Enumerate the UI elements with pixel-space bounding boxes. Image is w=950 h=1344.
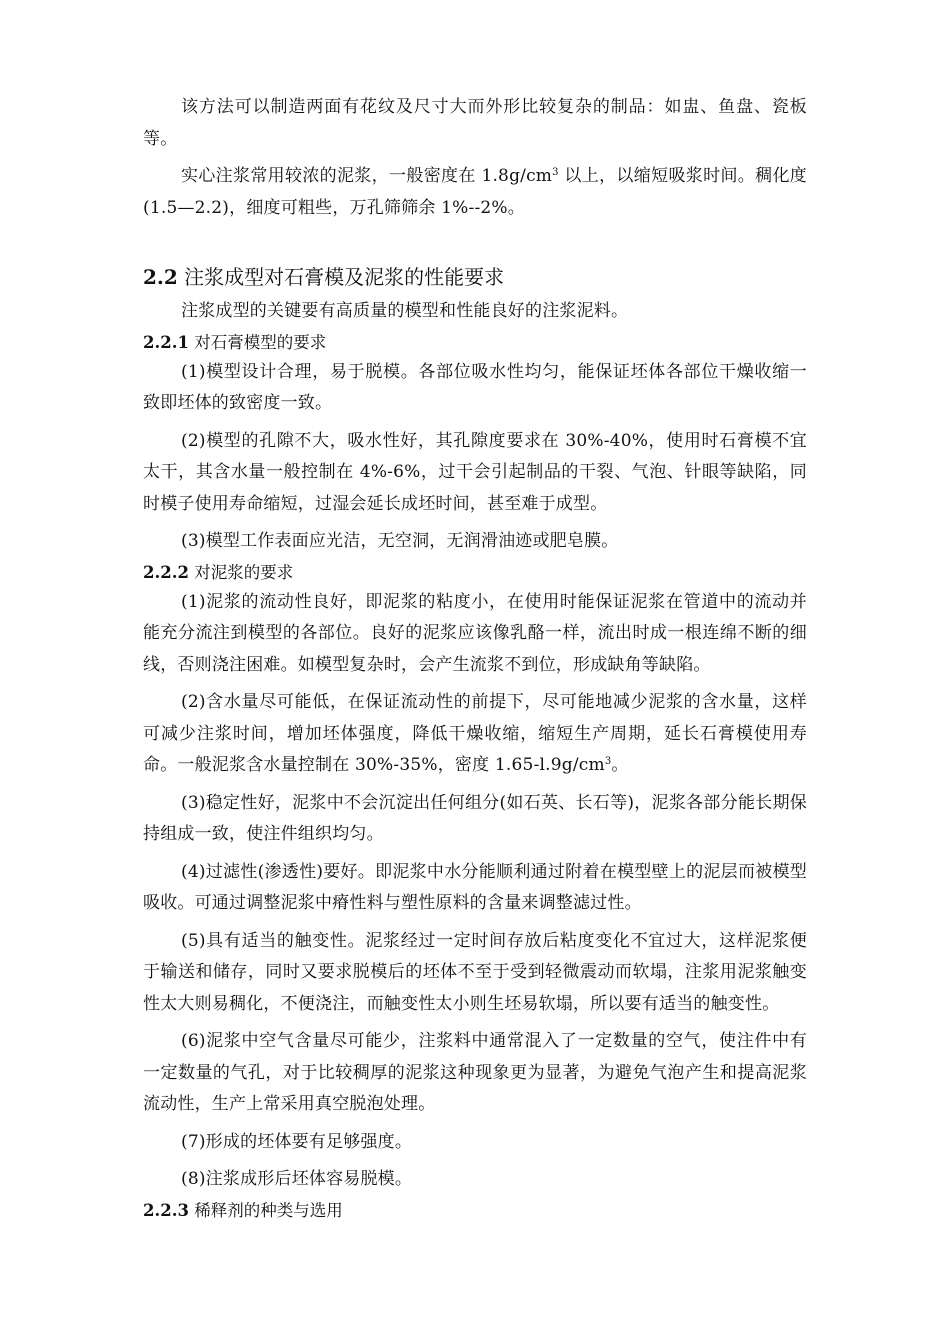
slurry-requirement-4: (4)过滤性(渗透性)要好。即泥浆中水分能顺利通过附着在模型壁上的泥层而被模型吸收。可通过调整泥浆中瘠性料与塑性原料的含量来调整滤过性。 xyxy=(143,861,807,913)
document-body xyxy=(143,92,807,1225)
slurry-requirement-3: (3)稳定性好，泥浆中不会沉淀出任何组分(如石英、长石等)，泥浆各部分能长期保持组成一致，使注件组织均匀。 xyxy=(143,792,807,844)
mold-requirement-2: (2)模型的孔隙不大，吸水性好，其孔隙度要求在 30%-40%，使用时石膏模不宜太干，其含水量一般控制在 4%-6%，过干会引起制品的干裂、气泡、针眼等缺陷，同时模子使用寿命缩短，过湿会延长成坯时间，甚至难于成型。 xyxy=(143,430,807,514)
subsection-number: 2.2.3 xyxy=(143,1200,189,1220)
intro-p2-superscript: 3 xyxy=(552,167,559,178)
slurry-req-2-text-pre: (2)含水量尽可能低，在保证流动性的前提下，尽可能地减少泥浆的含水量，这样可减少注浆时间，增加坯体强度，降低干燥收缩，缩短生产周期，延长石膏模使用寿命。一般泥浆含水量控制在 30%-35%，密度 1.65-l.9g/cm xyxy=(143,692,807,775)
subsection-title: 稀释剂的种类与选用 xyxy=(194,1200,343,1220)
section-2-2-intro: 注浆成型的关键要有高质量的模型和性能良好的注浆泥料。 xyxy=(181,301,629,321)
slurry-req-2-text-post: 。 xyxy=(611,755,629,775)
subsection-heading-2-2-3 xyxy=(143,1196,807,1225)
section-heading-2-2 xyxy=(143,258,807,296)
slurry-requirement-8: (8)注浆成形后坯体容易脱模。 xyxy=(181,1169,413,1189)
slurry-requirement-5: (5)具有适当的触变性。泥浆经过一定时间存放后粘度变化不宜过大，这样泥浆便于输送和储存，同时又要求脱模后的坯体不至于受到轻微震动而软塌，注浆用泥浆触变性太大则易稠化，不便浇注，而触变性太小则生坯易软塌，所以要有适当的触变性。 xyxy=(143,930,807,1014)
section-title: 注浆成型对石膏模及泥浆的性能要求 xyxy=(184,265,505,289)
mold-requirement-3: (3)模型工作表面应光洁，无空洞，无润滑油迹或肥皂膜。 xyxy=(181,531,619,551)
intro-paragraph-1: 该方法可以制造两面有花纹及尺寸大而外形比较复杂的制品：如盅、鱼盘、瓷板等。 xyxy=(143,97,807,149)
slurry-req-2-superscript: 3 xyxy=(604,756,612,767)
subsection-title: 对石膏模型的要求 xyxy=(194,332,327,352)
section-number: 2.2 xyxy=(143,265,178,289)
intro-p2-text-pre: 实心注浆常用较浓的泥浆，一般密度在 1.8g/cm xyxy=(181,166,553,186)
slurry-requirement-2 xyxy=(143,687,807,782)
subsection-heading-2-2-1 xyxy=(143,328,807,357)
subsection-title: 对泥浆的要求 xyxy=(194,562,294,582)
subsection-number: 2.2.2 xyxy=(143,562,189,582)
slurry-requirement-6: (6)泥浆中空气含量尽可能少，注浆料中通常混入了一定数量的空气，使注件中有一定数量的气孔，对于比较稠厚的泥浆这种现象更为显著，为避免气泡产生和提高泥浆流动性，生产上常采用真空脱泡处理。 xyxy=(143,1031,807,1114)
mold-requirement-1: (1)模型设计合理，易于脱模。各部位吸水性均匀，能保证坯体各部位干燥收缩一致即坯体的致密度一致。 xyxy=(143,361,807,413)
slurry-requirement-7: (7)形成的坯体要有足够强度。 xyxy=(181,1131,413,1152)
intro-p2-text-post: 以上，以缩短吸浆时间。稠化度(1.5—2.2)，细度可粗些，万孔筛筛余 1%--2%。 xyxy=(143,166,807,218)
subsection-number: 2.2.1 xyxy=(143,332,189,352)
subsection-heading-2-2-2 xyxy=(143,558,807,587)
slurry-requirement-1: (1)泥浆的流动性良好，即泥浆的粘度小，在使用时能保证泥浆在管道中的流动并能充分流注到模型的各部位。良好的泥浆应该像乳酪一样，流出时成一根连绵不断的细线，否则浇注困难。如模型复杂时，会产生流浆不到位，形成缺角等缺陷。 xyxy=(143,591,807,675)
intro-paragraph-2 xyxy=(143,161,807,224)
